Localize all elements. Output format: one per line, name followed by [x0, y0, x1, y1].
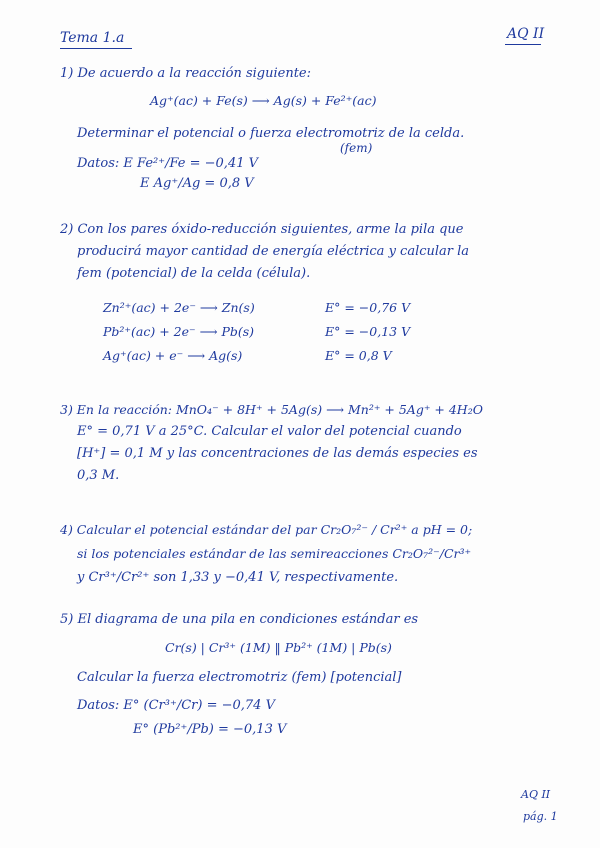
problem-5-line-1: 5) El diagrama de una pila en condiciones estándar es: [60, 612, 419, 627]
problem-3-line-3: [H⁺] = 0,1 M y las concentraciones de las demás especies es: [77, 446, 478, 461]
problem-5-data-2: E° (Pb²⁺/Pb) = −0,13 V: [133, 722, 287, 737]
page-number: pág. 1: [523, 810, 558, 823]
problem-5-data-1: Datos: E° (Cr³⁺/Cr) = −0,74 V: [77, 698, 275, 713]
problem-4-line-3: y Cr³⁺/Cr²⁺ son 1,33 y −0,41 V, respectivamente.: [77, 570, 399, 585]
problem-4-line-2: si los potenciales estándar de las semireacciones Cr₂O₇²⁻/Cr³⁺: [77, 546, 472, 561]
footer-course: AQ II: [521, 788, 551, 801]
problem-3-line-2: E° = 0,71 V a 25°C. Calcular el valor del potencial cuando: [77, 424, 462, 439]
potential-ag: E° = 0,8 V: [325, 348, 392, 363]
topic-heading: Tema 1.a: [60, 30, 125, 46]
half-reaction-ag: Ag⁺(ac) + e⁻ ⟶ Ag(s): [103, 348, 243, 363]
potential-zn: E° = −0,76 V: [325, 300, 411, 315]
course-underline: [505, 44, 541, 45]
problem-1-data-1: Datos: E Fe²⁺/Fe = −0,41 V: [77, 156, 259, 171]
problem-1-reaction: Ag⁺(ac) + Fe(s) ⟶ Ag(s) + Fe²⁺(ac): [150, 93, 377, 108]
problem-3-line-1: 3) En la reacción: MnO₄⁻ + 8H⁺ + 5Ag(s) ⟶ Mn²⁺ + 5Ag⁺ + 4H₂O: [60, 402, 483, 417]
problem-5-line-3: Calcular la fuerza electromotriz (fem) [potencial]: [77, 670, 402, 685]
problem-1-fem-note: (fem): [340, 141, 373, 155]
problem-5-cell-diagram: Cr(s) | Cr³⁺ (1M) ‖ Pb²⁺ (1M) | Pb(s): [165, 640, 392, 655]
problem-1-statement: 1) De acuerdo a la reacción siguiente:: [60, 66, 311, 81]
problem-2-line-3: fem (potencial) de la celda (célula).: [77, 266, 311, 281]
problem-3-line-4: 0,3 M.: [77, 468, 120, 483]
half-reaction-zn: Zn²⁺(ac) + 2e⁻ ⟶ Zn(s): [103, 300, 255, 315]
problem-1-question: Determinar el potencial o fuerza electromotriz de la celda.: [77, 126, 465, 141]
potential-pb: E° = −0,13 V: [325, 324, 411, 339]
topic-underline: [60, 48, 132, 49]
problem-2-line-1: 2) Con los pares óxido-reducción siguientes, arme la pila que: [60, 222, 464, 237]
problem-2-line-2: producirá mayor cantidad de energía eléctrica y calcular la: [77, 244, 470, 259]
problem-4-line-1: 4) Calcular el potencial estándar del par Cr₂O₇²⁻ / Cr²⁺ a pH = 0;: [60, 522, 473, 537]
course-code: AQ II: [507, 26, 545, 42]
problem-1-data-2: E Ag⁺/Ag = 0,8 V: [140, 176, 254, 191]
half-reaction-pb: Pb²⁺(ac) + 2e⁻ ⟶ Pb(s): [103, 324, 255, 339]
